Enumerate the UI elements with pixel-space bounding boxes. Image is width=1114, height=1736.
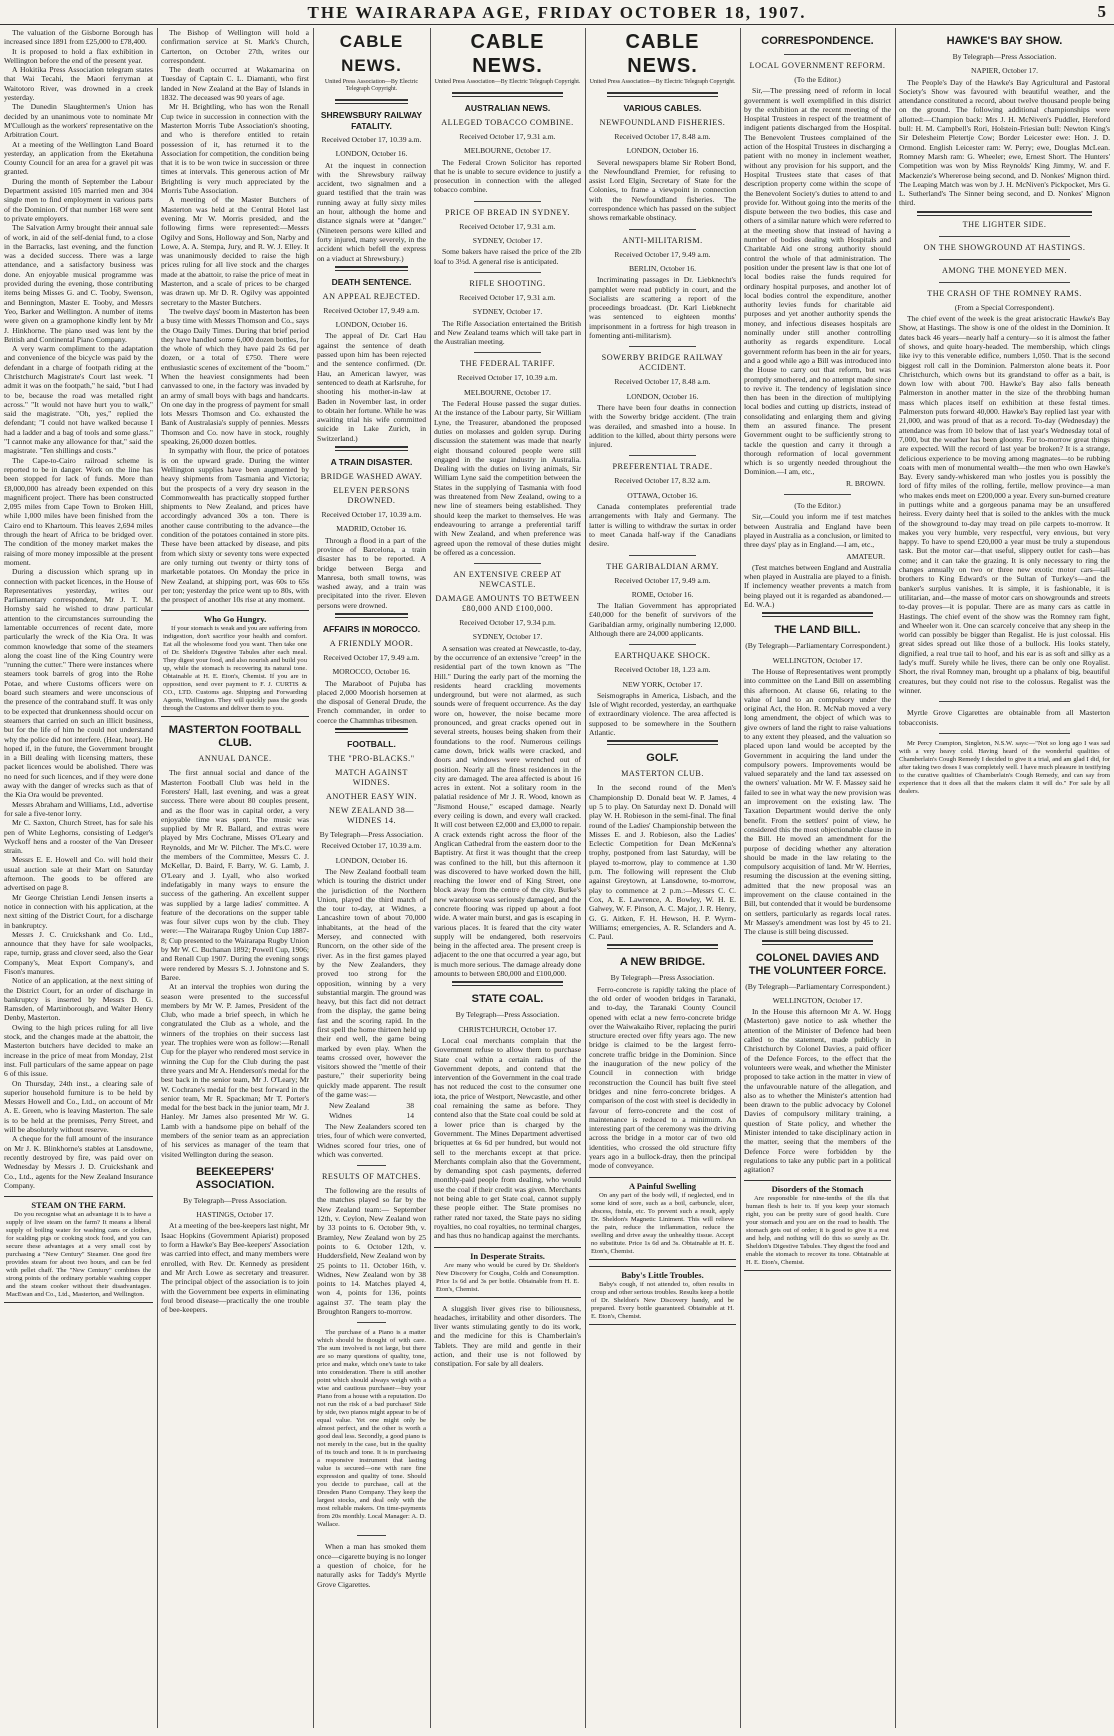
news-paragraph: During a discussion which sprang up in connection with packet licences, in the House of Representatives yesterday, writes our Parliamentary correspondent, Mr J. T. M. Hornsby said he wished to draw particular attention to the circumstances surrounding the lamentable occurrences of recent date, more particularly the wreck of the Kia Ora. It was common knowledge that some of the steamers along the coast line of the King Country were "running the cutter." There were instances where steamers took barrels of grog into the Rohe Potae, and where Customs officers were on board such steamers and were unconscious of the presence of the contraband stuff. It was only to be expected that drunkenness should occur on steamers that carried on such an illicit business, but for the life of him he could not understand why the police did not interfere. (Hear, hear). He hoped if, in the future, the Government brought in a Bill dealing with licensing matters, these packet licences would be abolished. There was no need for such licences, and if they were done away with the danger of wrecks such as that of the Kia Ora would be prevented. bbox=[4, 567, 153, 800]
team-name: Widnes bbox=[329, 1110, 352, 1120]
advertisement-cigarettes: Myrtle Grove Cigarettes are obtainable from all Masterton tobacconists. bbox=[899, 708, 1110, 727]
article-body: The New Zealand football team which is touring the district under the jurisdiction of the Northern Union, played the third match of the tour to-day, at Widnes, a Lancashire town of about 70,000 inhabitants, at the head of the Mersey, and connected with Runcorn, on the other side of the river. As in the first games played by the New Zealanders, they proved too strong for the opposition, winning by a very substantial margin. The ground was heavy, but this fact did not detract from the display, the game being fast and the scoring rapid. In the first spell the home thirteen held up their end well, the game being marked by even play. When the teams crossed over, however the visitors showed the "mettle of their pasture," their superiority being quickly made apparent. The result of the game was:— bbox=[317, 866, 426, 1100]
masthead bbox=[0, 0, 1114, 25]
byline: (By Telegraph—Parliamentary Correspondent.) bbox=[745, 981, 890, 991]
headline: THE LAND BILL. bbox=[774, 624, 861, 637]
received-time: Received October 17, 9.34 p.m. bbox=[459, 618, 556, 628]
divider bbox=[474, 352, 541, 353]
subheadline: PREFERENTIAL TRADE. bbox=[612, 462, 713, 472]
cable-news-header: CABLE NEWS. bbox=[625, 31, 700, 77]
ad-heading: Who Go Hungry. bbox=[203, 614, 267, 625]
divider bbox=[629, 346, 696, 347]
dateline: MELBOURNE, October 17. bbox=[464, 146, 551, 156]
news-paragraph: The Dunedin Slaughtermen's Union has decided by an unanimous vote to nominate Mr M'Cullough as the workers' representative on the Arbitration Court. bbox=[4, 102, 153, 140]
dateline: NAPIER, October 17. bbox=[970, 66, 1039, 76]
headline: AFFAIRS IN MOROCCO. bbox=[322, 623, 421, 634]
divider bbox=[357, 1165, 386, 1166]
press-association-credit: United Press Association—By Electric Telegraph Copyright. bbox=[589, 79, 736, 85]
headline: A NEW BRIDGE. bbox=[619, 956, 706, 969]
subheadline: PRICE OF BREAD IN SYDNEY. bbox=[445, 207, 570, 217]
ad-body: On any part of the body will, if neglected, end in some kind of sore, such as a boil, carbuncle, ulcer, abscess, fistula, etc. To prevent such a result, apply Dr. Sheldon's Magnetic Liniment. This will relieve the pain, reduce the inflammation, reduce the swelling and drive away the unhealthy tissue. Accept no substitute. Price 1s 6d and 3s. Obtainable at H. E. Eton's, Chemist. bbox=[591, 1191, 734, 1255]
ad-heading: STEAM ON THE FARM. bbox=[31, 1200, 126, 1211]
byline: By Telegraph—Press Association. bbox=[319, 830, 424, 840]
subheadline: EARTHQUAKE SHOCK. bbox=[614, 651, 711, 661]
column-rule bbox=[313, 28, 314, 1728]
score-row bbox=[329, 1111, 414, 1120]
advertisement-stomach-disorders bbox=[744, 1180, 891, 1271]
subheadline: A FRIENDLY MOOR. bbox=[329, 638, 414, 648]
dateline: MOROCCO, October 16. bbox=[332, 667, 411, 677]
advertisement-babys-troubles bbox=[589, 1266, 736, 1325]
headline: AUSTRALIAN NEWS. bbox=[464, 103, 551, 113]
received-time: Received October 17, 8.48 a.m. bbox=[614, 377, 711, 387]
article-body: In the second round of the Men's Championship D. Donald beat W. P. James, 4 up 5 to play. On Saturday next D. Donald will play W. H. Robieson in the semi-final. The final round of the Ladies' Championship between the Misses E. and J. Robieson, also the Ladies' Eclectic Competition for Dean McKenna's trophy, postponed from last Saturday, will be played to-morrow, play to commence at 1.30 p.m. The following will represent the Club against Greytown, at Lansdowne, to-morrow, play to commence at 2 p.m.:—Messrs C. C. Cox, A. E. Lawrence, A. Bowley, W. H. E. Galwey, W. F. Pinson, A. C. Major, J. R. Henry, G. G. Aitken, F. H. Hewson, H. P. Wyrm-Williams; emergencies, A. R. Sclanders and A. C. Paul. bbox=[589, 783, 736, 942]
double-rule bbox=[607, 944, 718, 949]
article-body: The Rifle Association entertained the British and New Zealand teams which will take part in the Australian meeting. bbox=[434, 318, 581, 347]
subheadline: MATCH AGAINST WIDNES. bbox=[335, 768, 408, 788]
news-paragraph: At an interval the trophies won during the season were presented to the successful members by Mr W. P. James, President of the Club, who made a brief speech, in which he congratulated the Club as a whole, and the winners of the trophies on their success last year. The trophies were won as follow:—Renall Cup for the player who rendered most service in winning the Cup for the Club during the past three years and Mr A. Henderson's medal for the best back in the senior team, Mr J. O'Leary; Mr W. Cochrane's medal for the best forward in the senior team, Mr R. Spackman; Mr T. Porter's medal for the best back in the junior team, Mr J. Hanley. Mr James also presented Mr W. G. Lamb with a handsome pipe on behalf of the members of the senior team as an appreciation of his services as manager of the team that visited Wellington during the season. bbox=[161, 982, 309, 1159]
news-paragraph: The Salvation Army brought their annual sale of work, in aid of the self-denial fund, to a close in the Barracks, last evening, and the function was a decided success. There was a large attendance, and a satisfactory business was done. An enjoyable musical programme was provided during the evening, those contributing items being Misses G. and C. Tooby, Swenson, and Bennington, Master E. Tooby, and Messrs Yeo, Barker and Wellington. A number of items were given on a gramophone kindly lent by Mr J. Hinkhorne. The piano used was lent by the British and Continental Piano Company. bbox=[4, 223, 153, 344]
letter-body: Sir,—Could you inform me if test matches between Australia and England have been played in Australia as a conclusion, or limited to three days' play as in England.—I am, etc., bbox=[744, 512, 891, 550]
divider bbox=[474, 272, 541, 273]
column-rule bbox=[895, 28, 896, 1728]
news-paragraph: The Bishop of Wellington will hold a confirmation service at St. Mark's Church, Carterton, on October 27th, writes our correspondent. bbox=[161, 28, 309, 65]
double-rule bbox=[335, 99, 408, 104]
received-time: Received October 18, 1.23 a.m. bbox=[614, 665, 711, 675]
headline: A TRAIN DISASTER. bbox=[330, 457, 413, 468]
article-body: The appeal of Dr. Carl Hau against the sentence of death passed upon him has been rejected and the sentence confirmed. (Dr. Hau, an American lawyer, was sentenced to death at Karlsruhe, for shooting his mother-in-law at Baden in November last, in order to obtain her fortune. While he was awaiting trial his wife committed suicide in Lake Zurich, in Switzerland.) bbox=[317, 331, 426, 443]
news-paragraph: A meeting of the Master Butchers of Masterton was held at the Central Hotel last evening. Mr W. Morris presided, and the following firms were represented:—Messrs Ogilvy and Sons, Holloway and Son, Narby and Lowe, A. A. Stempa, Jury, and R. W. J. Elley. It was unanimously decided to raise the high prices ruling for all live stock and the charges made at the abattoir, to raise the price of meat in Masterton, and a scale of prices to be charged was drawn up. Mr D. R. Ogilvy was appointed secretary to the Master Butchers. bbox=[161, 195, 309, 307]
divider bbox=[784, 54, 851, 55]
advertisement-liver-tablets: A sluggish liver gives rise to biliousness, headaches, irritability and other disorders. The liver wants stimulating gently to do its work, and the medicine for this is Chamberlain's Tablets. They are mild and gentle in their action, and their use is not followed by constipation. For sale by all dealers. bbox=[434, 1303, 581, 1369]
column-6 bbox=[744, 28, 891, 1728]
double-rule bbox=[335, 728, 408, 733]
advertisement-desperate-straits bbox=[434, 1247, 581, 1298]
news-paragraph: It is proposed to hold a flax exhibition in Wellington before the end of the present year. bbox=[4, 46, 153, 65]
ad-body: Are many who would be cured by Dr. Sheldon's New Discovery for Coughs, Colds and Consumption. Price 1s 6d and 3s per bottle. Obtainable from H. E. Eton's, Chemist. bbox=[436, 1261, 579, 1293]
article-body: The New Zealanders scored ten tries, four of which were converted, Widnes scored four tries, one of which was converted. bbox=[317, 1121, 426, 1159]
double-rule bbox=[917, 211, 1092, 216]
received-time: Received October 17, 9.31 a.m. bbox=[459, 132, 556, 141]
column-4 bbox=[434, 28, 581, 1728]
subheadline: THE GARIBALDIAN ARMY. bbox=[606, 561, 719, 571]
column-rule bbox=[585, 28, 586, 1728]
letter-salutation: (To the Editor.) bbox=[794, 501, 841, 511]
ad-heading: Disorders of the Stomach bbox=[771, 1184, 864, 1195]
article-body: There have been four deaths in connection with the Sowerby bridge accident. (The train was derailed, and smashed into a house. In addition to the killed, about thirty persons were injured. bbox=[589, 402, 736, 450]
article-body: Ferro-concrete is rapidly taking the place of the old order of wooden bridges in Taranaki, and to-day, the Taranaki County Council opened with eclat a new ferro-concrete bridge over the Waiwakaiho River, replacing the puriri structure erected over fifty years ago. The new bridge is claimed to be the largest ferro-concrete traffic bridge in the Dominion. Since the inauguration of the new policy of the Council in connection with bridge reconstruction the Council has built five steel bridges and nine ferro-concrete bridges. A comparison of the cost with steel is decidedly in favour of ferro-concrete and the cost of maintenance is reduced to a minimum. An interesting part of the ceremony was the driving across the bridge in a motor car of two old identities, who crossed the old structure fifty years ago in a bullock-dray, then the principal mode of conveyance. bbox=[589, 984, 736, 1171]
news-paragraph: Notice of an application, at the next sitting of the District Court, for an order of discharge in bankruptcy is inserted by Messrs D. G. Ramsden, of Martinborough, and Walter Henry Denby, Masterton. bbox=[4, 976, 153, 1023]
article-body: The following are the results of the matches played so far by the New Zealand team:— September 12th, v. Ceylon, New Zealand won by 33 points to 6. October 9th, v. Bramley, New Zealand won by 25 points to 6. October 12th, v. Huddersfield, New Zealand won by 25 points to 11. October 16th, v. Widnes, New Zealand won by 38 points to 14. Matches played 4, won 4, points for 136, points against 37. The team play the Broughton Rangers to-morrow. bbox=[317, 1186, 426, 1317]
ad-heading: In Desperate Straits. bbox=[470, 1250, 545, 1261]
subheadline: AN EXTENSIVE CREEP AT NEWCASTLE. bbox=[453, 570, 562, 590]
divider bbox=[939, 701, 1070, 702]
dateline: LONDON, October 16. bbox=[335, 320, 408, 330]
column-7 bbox=[899, 28, 1110, 1728]
received-time: Received October 17, 9.49 a.m. bbox=[614, 575, 711, 585]
received-time: Received October 17, 10.39 a.m. bbox=[321, 510, 422, 520]
divider bbox=[357, 1535, 386, 1536]
column-2 bbox=[161, 28, 309, 1728]
headline: FOOTBALL. bbox=[347, 739, 396, 750]
masthead-title: THE WAIRARAPA AGE, FRIDAY OCTOBER 18, 1907. bbox=[307, 3, 807, 22]
team-name: New Zealand bbox=[329, 1101, 370, 1111]
subheadline: RIFLE SHOOTING. bbox=[469, 278, 546, 288]
byline: (By Telegraph—Parliamentary Correspondent.) bbox=[745, 641, 890, 651]
received-time: Received October 17, 9.49 a.m. bbox=[323, 652, 420, 662]
score-row bbox=[329, 1101, 414, 1110]
subheadline: NEWFOUNDLAND FISHERIES. bbox=[599, 118, 726, 127]
double-rule bbox=[607, 740, 718, 745]
news-paragraph: Mr George Christian Lendi Jensen inserts a notice in connection with his application, at the next sitting of the District Court, for a discharge in bankruptcy. bbox=[4, 892, 153, 930]
divider bbox=[474, 201, 541, 202]
double-rule bbox=[335, 266, 408, 271]
double-rule bbox=[762, 612, 873, 617]
ad-heading: Baby's Little Troubles. bbox=[621, 1269, 704, 1280]
beekeepers-heading: BEEKEEPERS' ASSOCIATION. bbox=[195, 1165, 275, 1191]
article-body: Local coal merchants complain that the Government refuse to allow them to purchase State coal within a certain radius of the Government depots, and contend that the intervention of the Government in the coal trade has not reduced the cost to the consumer one iota, the price of Westport, Newcastle, and other coal remaining the same as before. They contend also that the State coal could be sold at a lower price than is charged by the Government. The Mines Department advertised briquettes at 6s 6d per hundred, but would not sell to the merchants except at that price. Merchants complain also that the Government, by demanding spot cash payments, deferred monthly-paid people from dealing, who would use the coal if their credit was given. Merchants not being able to get State coal, cannot supply these people either. The State promises no rather rated nor taxed, the State pays no siding royalties, no coal royalties, no terminal charges, and has thus no handicap against the merchants. bbox=[434, 1035, 581, 1241]
subheadline: ANTI-MILITARISM. bbox=[622, 235, 703, 245]
advertisement-cigarettes: When a man has smoked them once—cigarette buying is no longer a question of choice, for he naturally asks for Taddy's Myrtle Grove Cigarettes. bbox=[317, 1542, 426, 1589]
received-time: Received October 17, 10.39 a.m. bbox=[321, 841, 422, 851]
column-rule bbox=[740, 28, 741, 1728]
news-paragraph: A Hokitika Press Association telegram states that Wai Tecahi, the Maori ferryman at Waitotoro River, was drowned in a creek yesterday. bbox=[4, 65, 153, 103]
divider bbox=[629, 555, 696, 556]
double-rule bbox=[452, 981, 563, 986]
received-time: Received October 17, 9.31 a.m. bbox=[459, 292, 556, 302]
article-body: Through a flood in a part of the province of Barcelona, a train disaster has to be reported. A bridge between Berga and Manresa, both small towns, was washed away, and a train was precipitated into the river. Eleven persons were drowned. bbox=[317, 535, 426, 610]
article-body: The Italian Government has appropriated £40,000 for the benefit of survivors of the Garibaldian army, originally numbering 12,000. Although there are 24,000 applicants. bbox=[589, 601, 736, 638]
ad-body: Baby's cough, if not attended to, often results in croup and other serious troubles. Results keep a bottle of Dr. Sheldon's New Discovery handy, and be prepared. Every bottle guaranteed. Obtainable at H. E. Eton's, Chemist. bbox=[591, 1280, 734, 1320]
headline: SHREWSBURY RAILWAY FATALITY. bbox=[320, 110, 423, 131]
correspondence-heading: CORRESPONDENCE. bbox=[761, 35, 874, 47]
team-score: 38 bbox=[406, 1101, 414, 1111]
football-club-subheading: ANNUAL DANCE. bbox=[198, 754, 272, 764]
score-table bbox=[329, 1101, 414, 1120]
headline: STATE COAL. bbox=[471, 993, 544, 1006]
news-paragraph: A very warm compliment to the adaptation and convenience of the bicycle was paid by the defendant in a charge of footpath riding at the Christchurch Magistrate's Court last week. "I admit it was on the footpath," he said, "but I had to be, because the road was metalled right across." "It would not have hurt you to walk," said the magistrate. "Oh, yes," replied the defendant; "I could not have walked because I had a ladder and a bag of tools and some glass." "I cannot make any allowance for that," said the magistrate. "Ten shillings and costs." bbox=[4, 344, 153, 456]
letter-salutation: (To the Editor.) bbox=[794, 75, 841, 84]
letter-signature: R. BROWN. bbox=[845, 478, 885, 488]
dateline: SYDNEY, October 17. bbox=[472, 632, 543, 642]
football-club-body bbox=[161, 768, 309, 1158]
article-body: The House of Representatives went promptly into committee on the Land Bill on assembling this afternoon. At clause 66, relating to the value of land to an compulsory under the original Act, the Hon. R. McNab moved a very long amendment, the object of which was to give owners of land the right to raise valuations to any extent they pleased, and the valuation so placed upon land would be accepted by the Government in acquiring the land under the compulsory powers. Improvements would be valued separately and the land tax assessed on the owners' valuation. Mr W. F. Massey said he failed to see in what way the new provision was an improvement on the existing law. The Taxation Department would derive the only benefit. From the settlers' point of view, he considered this the most objectionable clause in the Bill. He moved an amendment for the purpose of deciding whether any alteration should be made in the law relating to the compulsory acquisition of land. Mr W. Herries, resuming the discussion at the evening sitting, admitted that the new proposal was an improvement on the clause contained in the Bill, but contended that it would be burdensome on settlers, particularly as regards local rates. Mr Massey's amendment was lost by 45 to 21. The clause is still being discussed. bbox=[744, 666, 891, 937]
article-body: The Maraboot of Pujuba has placed 2,000 Moorish horsemen at the disposal of General Drude, the French commander, in order to coerce the Chammhas tribesmen. bbox=[317, 678, 426, 725]
double-rule bbox=[335, 446, 408, 451]
double-rule bbox=[762, 940, 873, 945]
divider bbox=[784, 494, 851, 495]
cable-news-header: CABLE NEWS. bbox=[339, 32, 404, 75]
ad-heading: A Painful Swelling bbox=[628, 1180, 697, 1191]
dateline: ROME, October 16. bbox=[631, 589, 694, 599]
headline: COLONEL DAVIES AND THE VOLUNTEER FORCE. bbox=[748, 951, 887, 977]
column-rule bbox=[430, 28, 431, 1728]
news-paragraph: During the month of September the Labour Department assisted 105 married men and 304 single men to find employment in various parts of the Dominion. Of that number 168 were sent to private employers. bbox=[4, 176, 153, 223]
dateline: MELBOURNE, October 17. bbox=[464, 387, 551, 397]
ad-body: Do you recognise what an advantage it is to have a supply of live steam on the farm? It means a liberal supply of boiling water for washing cans or clothes, for scalding pigs or cooking stock food, and you can secure these advantages at a very small cost by purchasing a "New Century" Steamer. One good fire provides steam for about two hours, and can be fed with pellet chaff. The "New Century" combines the strong points of the ordinary portable washing copper and the steam cooker without their disadvantages. MacEwan and Co., Ltd., Masterton, and Wellington. bbox=[6, 1211, 151, 1299]
football-club-heading: MASTERTON FOOTBALL CLUB. bbox=[168, 724, 302, 750]
press-association-credit: United Press Association—By Electric Telegraph Copyright. bbox=[434, 79, 581, 85]
divider bbox=[939, 259, 1070, 260]
byline: By Telegraph—Press Association. bbox=[952, 52, 1057, 61]
news-paragraph: Mr H. Brightling, who has won the Renall Cup twice in succession in connection with the Masterton Morris Tube Association's shooting, and who is therefore entitled to retain possession of it, has returned it to the Association for competition, the condition being that it is to be won twice in succession or three times at intervals. This generous action of Mr Brightling is very much appreciated by the Morris Tube Association. bbox=[161, 102, 309, 196]
subheadline: SOWERBY BRIDGE RAILWAY ACCIDENT. bbox=[601, 353, 724, 373]
news-paragraph: At a meeting of the Wellington Land Board yesterday, an application from the Eketahuna County Council for an area for a gravel pit was granted. bbox=[4, 139, 153, 177]
headline: DEATH SENTENCE. bbox=[331, 276, 412, 287]
received-time: Received October 17, 9.49 a.m. bbox=[323, 305, 420, 315]
article-body: Several newspapers blame Sir Robert Bond, the Newfoundland Premier, for refusing to assist Lord Elgin, Secretary of State for the Colonies, to frame a viewpoint in connection with the Newfoundland fisheries. The correspondence which has passed on the subject shows remarkable obstinacy. bbox=[589, 157, 736, 223]
editor-reply: (Test matches between England and Australia when played in Australia are played to a finish. If inclemency weather prevents a match from being played out it is regarded as abandoned.—Ed. W.A.) bbox=[744, 562, 891, 610]
subheadline: RESULTS OF MATCHES. bbox=[321, 1172, 422, 1182]
headline: HAWKE'S BAY SHOW. bbox=[946, 35, 1063, 47]
received-time: Received October 17, 9.31 a.m. bbox=[459, 221, 556, 231]
divider bbox=[629, 455, 696, 456]
advertisement-piano: The purchase of a Piano is a matter which should be thought of with care. The sum involved is not large, but there are so many questions of quality, tone, price and make, which one's taste to take into consideration. There is still another point which should always weigh with a wise and cautious purchaser—buy your Piano from a house with a reputation. Do not run the risk of a bad purchase! Side by side, two pianos might appear to be of equal value. Yet one might only be almost perfect, and the other is worth a good deal less. Secondly, a good piano is not merely in the case, but in the quality of its touch and tone. It is in purchasing a responsive instrument that lasting value is secured—one with rare fine expression and quality of tone. Should you decide to purchase, call at the Dresden Piano Company. They keep the largest stocks, and deal only with the most reliable makers. On time-payments from 20s monthly. Local Manager: A. D. Wallace. bbox=[317, 1329, 426, 1529]
dateline: WELLINGTON, October 17. bbox=[772, 995, 863, 1005]
subheadline: NEW ZEALAND 38—WIDNES 14. bbox=[328, 806, 415, 826]
news-paragraph: A cheque for the full amount of the insurance on Mr J. K. Blinkhorne's stables at Lansdowne, recently destroyed by fire, was paid over on Wednesday by Messrs J. D. Cruickshank and Co., Ltd., agents for the New Zealand Insurance Company. bbox=[4, 1134, 153, 1190]
article-body: The People's Day of the Hawke's Bay Agricultural and Pastoral Society's Show was favoured with beautiful weather, and the attendance constituted a record, about twelve thousand people being on the ground. The following additional championships were allotted:—Champion back: Mrs J. H. McNiven's Puddler, Hereford bull: H. M. Campbell's Rori, Holstein-Friesian bull: Newton King's Sir Delesheim Pletertje Cow; Border Leicester ewe: Hon. J. D. Ormond. English Leicester ram: W. Perry; ewe, Douglas McLean. Romney Marsh ram: G. Wheeler; ewe, Ernest Short. The Hunters' Competition was won by Miss Reynolds' King Jimmy, W. and F. Mackenzie's Whererose being second, and D. Nonkes' Mignon third. The Leaping Match was won by J. H. McNiven's Pickpocket, Mrs G. L. Sutherland's The Sinner being second, and D. Nonkes' Mignon third. bbox=[899, 77, 1110, 208]
headline: VARIOUS CABLES. bbox=[623, 103, 702, 113]
dateline: LONDON, October 16. bbox=[335, 855, 408, 865]
article-body: The Federal House passed the sugar duties. At the instance of the Labour party, Sir William Lyne, the Treasurer, abandoned the proposed duties on molasses and golden syrup. During discussion the statement was made that nearly eight thousand coloured people were still engaged in the sugar industry in Australia. Dealing with the duties on living animals, Sir William Lyne said the competition between the States in the supplying of Tasmania with food was threatened from New Zealand, owing to a new line of steamers being established. They should keep the market to themselves. He was endeavouring to arrange a preferential tariff with New Zealand, and when preference was agreed upon the removal of these duties might be offered as a concession. bbox=[434, 399, 581, 557]
beekeepers-body: At a meeting of the bee-keepers last night, Mr Isaac Hopkins (Government Apiarist) proposed to form a Hawke's Bay Bee-keepers' Association was carried into effect, and many members were enrolled, with Rev. Dr. Kennedy as president and Mr Arch Lowe as secretary and treasurer. The principal object of the association is to join with the Government bee experts in eliminating foul brood disease—practically the one trouble of bee-keepers. bbox=[161, 1221, 309, 1315]
dateline: SYDNEY, October 17. bbox=[472, 236, 543, 246]
dateline: LONDON, October 16. bbox=[626, 146, 699, 156]
subheadline: THE CRASH OF THE ROMNEY RAMS. bbox=[927, 288, 1082, 298]
article-body: A sensation was created at Newcastle, to-day, by the occurrence of an extensive "creep" in the residential part of the town known as "The Hill." During the early part of the morning the residents heard crackling movements underground, but were not alarmed, as such sounds were of frequent occurrence. As the day wore on, however, the noise became more pronounced, and great cracks opened out in several streets, houses being shaken from their foundations to the roof. Numerous ceilings came down, brick walls were cracked, and doors and windows were wrenched out of position. Nearly all the finest residences in the city are damaged. The area affected is about 16 acres in extent. Not a solitary room in the palatial residence of Mr J. R. Wood, known as "Jismond House," escaped damage. Nearly every ceiling is down, and every wall cracked. It will cost between £2,000 and £3,000 to repair. A crack extends right across the floor of the Anglican Cathedral from the eastern door to the Baptistry. At first it was thought that the creep was confined to the hill, but this afternoon it was discovered to have worked down the hill, reaching the lower end of King Street, one block away from the centre of the city. Burke's new warehouse was seriously damaged, and the concrete flooring was ripped up about a foot wide. A water main burst, and gas is escaping in various places. It is feared that the city water supply will be endangered, both reservoirs being in the affected area. The present creep is adjacent to the one that occurred a year ago, but is much more serious. The damage already done amounts to between £80,000 and £100,000. bbox=[434, 643, 581, 979]
local-news-paragraphs bbox=[161, 28, 309, 604]
news-paragraph: Messrs Abraham and Williams, Ltd., advertise for sale a five-tenor lorry. bbox=[4, 799, 153, 818]
subheadline: AN APPEAL REJECTED. bbox=[322, 291, 421, 301]
divider bbox=[939, 236, 1070, 237]
letter-title: LOCAL GOVERNMENT REFORM. bbox=[749, 61, 886, 70]
cable-news-header: CABLE NEWS. bbox=[470, 31, 545, 77]
news-paragraph: In sympathy with flour, the price of potatoes is on the upward grade. During the winter Wellington supplies have been augmented by heavy shipments from Tasmania and Victoria; but the prospects of a very dry season in the Commonwealth has practically stopped further shipments to New Zealand, and prices have accordingly advanced 30s a ton. There is another cause contributing to the advance—the condition of the potatoes contained in store pits. These have been attacked by disease, and pits from which sixty or seventy tons were expected are only turning out twenty or thirty tons of marketable potatoes. On Monday the price in New Zealand, at shipping port, was 60s to 65s per ton; yesterday the price went up to 80s, with the prospect of another 10s rise at any moment. bbox=[161, 446, 309, 605]
dateline: WELLINGTON, October 17. bbox=[772, 655, 863, 665]
article-body: Incriminating passages in Dr. Liebknecht's pamphlet were read publicly in court, and the Socialists are scattering a report of the proceedings broadcast. (Dr. Karl Liebknecht was sentenced to eighteen months' imprisonment in a fortress for high treason in fomenting anti-militarism). bbox=[589, 275, 736, 341]
team-score: 14 bbox=[406, 1110, 414, 1120]
subheadline: ALLEGED TOBACCO COMBINE. bbox=[441, 118, 574, 127]
ad-body: Are responsible for nine-tenths of the ills that human flesh is heir to. If you keep your stomach right, you can be pretty sure of good health. Cure your stomach and you are on the road to health. The stomach gets out of order; it is good to give it a rest and help, and nothing will do this so surely as Dr. Sheldon's Digestive Tabules. They digest the food and enable the stomach to recover its tone. Obtainable at H. E. Eton's, Chemist. bbox=[746, 1195, 889, 1267]
news-paragraph: The twelve days' boom in Masterton has been a busy time with Messrs Thomson and Co., says the Otago Daily Times. During that brief period they have handled some 6,000 dozen bottles, for the whole of which they have paid 2s 6d per dozen, or a total of £750. There were enthusiastic scenes of excitement of the "boom." When the heaviest consignments had been canvassed to one, in the factory was invaded by an army of small boys with bags and handcarts. On one day in the progress of payment for small lots Messrs Thomson and Co. exhausted the Bank of Australasia's supply of pennies. Messrs Thomson and Co. now have in stock, roughly speaking, 26,000 dozen bottles. bbox=[161, 306, 309, 447]
news-paragraph: Messrs E. E. Howell and Co. will hold their usual auction sale at their Mart on Saturday afternoon. The goods to be offered are advertised on page 8. bbox=[4, 855, 153, 893]
press-association-credit: United Press Association—By Electric Telegraph Copyright. bbox=[324, 79, 419, 92]
headline: GOLF. bbox=[646, 752, 679, 765]
article-body: Some bakers have raised the price of the 2lb loaf to 3½d. A general rise is anticipated. bbox=[434, 247, 581, 266]
byline: By Telegraph—Press Association. bbox=[183, 1195, 287, 1205]
column-1 bbox=[4, 28, 153, 1728]
news-paragraph: The death occurred at Wakamarina on Tuesday of Captain C. L. Diamanti, who first landed in New Zealand at the Bay of Islands in 1832. The deceased was 90 years of age. bbox=[161, 65, 309, 103]
column-5 bbox=[589, 28, 736, 1728]
divider bbox=[939, 282, 1070, 283]
subheadline: AMONG THE MONEYED MEN. bbox=[941, 265, 1067, 275]
subheadline: BRIDGE WASHED AWAY. bbox=[320, 472, 423, 482]
divider bbox=[629, 644, 696, 645]
received-time: Received October 17, 10.39 a.m. bbox=[321, 135, 422, 144]
news-paragraph: The first annual social and dance of the Masterton Football Club was held in the Foresters' Hall, last evening, and was a great success. There were about 80 couples present, and as the floor was in capital order, a very enjoyable time was spent. The music was supplied by Mr R. Ballard, and extras were played by Mrs Cochrane, Misses O'Leary and Reynolds, and Mr W. Pilcher. The M's.C. were the members of the Committee, Messrs C. J. McKellar, D. Baird, F. Barry, W. G. Lamb, J. O'Leary and J. Lyall, who also worked indefatigably in many ways to ensure the success of the gathering. An excellent supper was supplied by a large ladies' committee. A feature of the decorations on the supper table was four silver cups won by the club. They were:—The Wairarapa Rugby Union Cup 1887-8; Cup presented to the Wairarapa Rugby Union by Mr W. C. Buchanan 1892; Powell Cup, 1906; and Renall Cup 1907. During the evening songs were rendered by Messrs S. J. Johnstone and S. Baree. bbox=[161, 768, 309, 982]
double-rule bbox=[607, 92, 718, 97]
dateline: LONDON, October 16. bbox=[626, 391, 699, 401]
news-paragraph: The Cape-to-Cairo railroad scheme is reported to be in danger. Work on the line has been stopped for lack of funds. More than £8,000,000 has already been expended on this magnificent project. There has been constructed 2,095 miles from Cape Town to Broken Hill, while 1,000 miles have been finished from the Cairo end to Khartoum. This leaves 2,694 miles through the heart of Africa to be bridged over. The condition of the money market makes the raising of more money impossible at the present moment. bbox=[4, 455, 153, 567]
dateline: HASTINGS, October 17. bbox=[196, 1210, 274, 1220]
news-paragraph: Owing to the high prices ruling for all live stock, and the changes made at the abattoir, the Masterton butchers have decided to make an increase in the price of meat from Monday, 21st inst. Full particulars of the same appear on page 6 of this issue. bbox=[4, 1022, 153, 1079]
ad-body: If your stomach is weak and you are suffering from indigestion, don't sacrifice your health and comfort. Eat all the wholesome food you want. Then take one of Dr. Sheldon's Digestive Tabules after each meal. They digest your food, and also nourish and build you up, while the stomach is recovering its natural tone. Obtainable at H. E. Eton's, Chemist. If you are in opposition, send over payment to F. J. CURTIS & CO., LTD. Customs age. Shipping and Forwarding Agents, Wellington. They will quickly pass the goods through the Customs and deliver them to you. bbox=[163, 625, 307, 713]
dateline: OTTAWA, October 16. bbox=[627, 490, 698, 500]
article-body: Seismographs in America, Lisbach, and the Isle of Wight recorded, yesterday, an earthquake of extraordinary violence. The area affected is supposed to be somewhere in the Southern Atlantic. bbox=[589, 690, 736, 738]
divider bbox=[357, 1322, 386, 1323]
dateline: BERLIN, October 16. bbox=[628, 263, 697, 273]
article-body: The Federal Crown Solicitor has reported that he is unable to secure evidence to justify a prosecution in connection with the alleged tobacco combine. bbox=[434, 157, 581, 195]
subheadline: ELEVEN PERSONS DROWNED. bbox=[333, 486, 410, 506]
subheadline: MASTERTON CLUB. bbox=[621, 769, 704, 779]
advertisement-cough-remedy: Mr Percy Crampton, Singleton, N.S.W. says:—"Not so long ago I was sad with a very heavy cold. Having heard of the wonderful qualities of Chamberlain's Cough Remedy I decided to give it a trial, and am glad I did, for after taking two doses I was completely well. I have much pleasure in testifying to the curative qualities of Chamberlain's Cough Remedy, and can say from experience that it does all that the makers claim it will do." For sale by all dealers. bbox=[899, 739, 1110, 795]
letter-body: Sir,—The pressing need of reform in local government is well exemplified in this district by the exhibition at the recent meeting of the Hospital Trustees in respect of the treatment of indigent patients discharged from the Hospital. The Benevolent Trustees complained of the action of the Hospital Trustees in discharging a patient with no money in inclement weather, without any provision for his support, and the Hospital Trustees state that cases of that description property come within the scope of the Benevolent Society's duties to attend to and provide for. Without going into the merits of the dispute between the two bodies, this case and others of a similar nature which were referred to at the meeting show that instead of having a number of bodies dealing with Hospitals and Charitable Aid one strong authority should control the whole of that administration. The position under the present law is that one lot of local bodies raise the funds required for ordinary hospital purposes, and another lot of local bodies control the expenditure, another authority levies funds for charitable aid purposes and yet another authority spends the money, and infectious diseases hospitals are nominally under still another controlling authority as regards expenditure. Local government reform has been in the air for years, and a good while ago a Bill was introduced into the House to carry out that reform, but was promptly smothered, and no attempt made since to revive it. The tendency of legislation since then has been in the direction of multiplying local bodies and cutting up districts, instead of consolidating and enlarging them and giving them an assured finance. The present Government ought to be sufficiently strong to tackle the question and carry it through a thorough reformation of local government which is so urgently needed throughout the Dominion.—I am, etc., bbox=[744, 86, 891, 477]
dateline: CHRISTCHURCH, October 17. bbox=[458, 1024, 557, 1034]
column-3 bbox=[317, 28, 426, 1728]
divider bbox=[474, 563, 541, 564]
news-paragraph: On Thursday, 24th inst., a clearing sale of superior household furniture is to be held by Messrs Howell and Co., Ltd., on account of Mr A. E. Green, who is leaving Masterton. The sale is to be held at the premises, Perry Street, and will be absolutely without reserve. bbox=[4, 1078, 153, 1135]
byline: (From a Special Correspondent). bbox=[954, 302, 1055, 312]
subheadline: THE LIGHTER SIDE. bbox=[962, 219, 1047, 229]
received-time: Received October 17, 10.39 a.m. bbox=[457, 373, 558, 383]
column-rule bbox=[157, 28, 158, 1728]
news-paragraph: Mr C. Saxton, Church Street, has for sale his pen of White Leghorns, consisting of Ledger's Wyckoff hens and a rooster of the Van Dreseer strain. bbox=[4, 818, 153, 856]
subheadline: THE FEDERAL TARIFF. bbox=[460, 359, 555, 369]
page-number: 5 bbox=[1097, 2, 1106, 21]
byline: By Telegraph—Press Association. bbox=[455, 1010, 560, 1020]
dateline: SYDNEY, October 17. bbox=[472, 307, 543, 317]
advertisement-steam-on-the-farm bbox=[4, 1196, 153, 1303]
received-time: Received October 17, 8.48 a.m. bbox=[614, 132, 711, 141]
subheadline: DAMAGE AMOUNTS TO BETWEEN £80,000 AND £100,000. bbox=[435, 594, 580, 614]
news-paragraph: Messrs J. C. Cruickshank and Co. Ltd., announce that they have for sale woolpacks, rape, turnip, grass and clover seed, also the Gear Company's, Meat Export Company's, and Fison's manures. bbox=[4, 929, 153, 976]
divider bbox=[629, 229, 696, 230]
letter-signature: AMATEUR. bbox=[846, 551, 885, 561]
dateline: NEW YORK, October 17. bbox=[622, 679, 703, 689]
subheadline: ANOTHER EASY WIN. bbox=[325, 792, 418, 802]
byline: By Telegraph—Press Association. bbox=[610, 973, 715, 983]
divider bbox=[939, 733, 1070, 734]
double-rule bbox=[452, 92, 563, 97]
advertisement-who-go-hungry bbox=[161, 610, 309, 717]
article-body: The chief event of the week is the great aristocratic Hawke's Bay Show, at Hastings. The show is one of the oldest in the Dominion. It dates back 46 years—nearly half a century—so it is almost the father of shows, and quite hoary-headed. The membership, which clings like ivy to this venerable edifice, numbers 1,050. That is the second biggest roll call in the Dominion. Palmerston alone beats it. Poor Christchurch, which owns but its grandstand to offer as a bait, is down low with about 700. Hawke's Bay also falls beneath Palmerston in another matter in the size of the throbbing human mass which places itself on exhibition at these festal times. Palmerston puts forward 40,000. Hawke's Bay replied last year with 21,000, and was proud of that as a record. To-day (Wednesday) the attendance was from 10 below that of last year's Wednesday total of 7,000, but the weather has been gloomy. For to-morrow great things are expected. Will the record of last year be broken? It is a strange, delicious experience to be moving among magnates—to be rubbing coats with men of monumental wealth—the men who own Hawke's Bay. Every sandy-whiskered man who jostles you is possibly the lord of fifty miles of the rolling, fertile, mellow province—a man who makes ends meet on £200,000 a year. Every sun-burned creature in puttings white and a gorgeous panama may be an unsuffered heiress. Every dainty heel that is soiled to the ankles with the muck of the showground to-day may tread on pile carpets to-morrow. It makes you very humble, very respectful, very envious, but very happy. To have to spend £20,000 a year must be truly a stupendous task. But the motor car—that useful, slippery outlet for cash—has come; and it can take the grazing. It is only necessary to ring the changes annually on two or three new exotic motor cars—tall brothers to King Edward's or the Sultan of Turkey's—and the banker's surplus vanishes. It is simple, it is fashionable, it is utilitarian, and—the masse of motor cars on showgrounds and streets to-day proves—it is popular. There are as many cars as cattle in Hastings. The chief event of the show was the Romney ram fight, and Wheeler won it. One can scarcely conceive that any sheep in the world can possibly be bigger than Regalist. He is just colossal. His great sides spread out like those of a bullock. His looks stately, dignified, a real true tail to hoof, and his ear is as soft and silky as a lady's muff. Surely while he lives, there can be only one Royalist. Short, the rival Romney man, brought up a phalanx of big, beautiful creatures, but they could not rise to the colossus. Regalist was the winner. bbox=[899, 314, 1110, 695]
subheadline: ON THE SHOWGROUND AT HASTINGS. bbox=[923, 242, 1086, 252]
dateline: LONDON, October 16. bbox=[335, 149, 408, 159]
article-body: At the inquest in connection with the Shrewsbury railway accident, two signalmen and a guard testified that the train was running away at fully sixty miles an hour, although the home and distance signals were at "danger." (Nineteen persons were killed and forty injured, many severely, in the accident which befell the express on a viaduct at Shrewsbury.) bbox=[317, 160, 426, 263]
advertisement-painful-swelling bbox=[589, 1177, 736, 1260]
news-paragraph: The valuation of the Gisborne Borough has increased since 1891 from £25,000 to £78,400. bbox=[4, 28, 153, 47]
received-time: Received October 17, 9.49 a.m. bbox=[614, 249, 711, 259]
article-body: In the House this afternoon Mr A. W. Hogg (Masterton) gave notice to ask whether the attention of the Minister of Defence had been called to the statement, made publicly in Christchurch by Colonel Davies, a paid officer of the Defence Forces, to the effect that the volunteers were weak, and whether the Minister proposed to take action in the matter in view of the unfavourable nature of the allegation, and also as to whether the Minister's attention had been drawn to the public advocacy by Colonel Davies of compulsory military training, a question of State policy, and whether the Minister intended to take disciplinary action in the matter, seeing that the members of the Defence Force were forbidden by the regulations to take any public part in a political agitation? bbox=[744, 1007, 891, 1175]
local-news-paragraphs bbox=[4, 28, 153, 1190]
article-body: Canada contemplates preferential trade arrangements with Italy and Germany. The latter is willing to withdraw the surtax in order to meet Canada half-way if the Canadians desire. bbox=[589, 502, 736, 549]
subheadline: THE "PRO-BLACKS." bbox=[328, 754, 415, 764]
dateline: MADRID, October 16. bbox=[336, 524, 407, 534]
double-rule bbox=[335, 613, 408, 618]
received-time: Received October 17, 8.32 a.m. bbox=[614, 476, 711, 486]
